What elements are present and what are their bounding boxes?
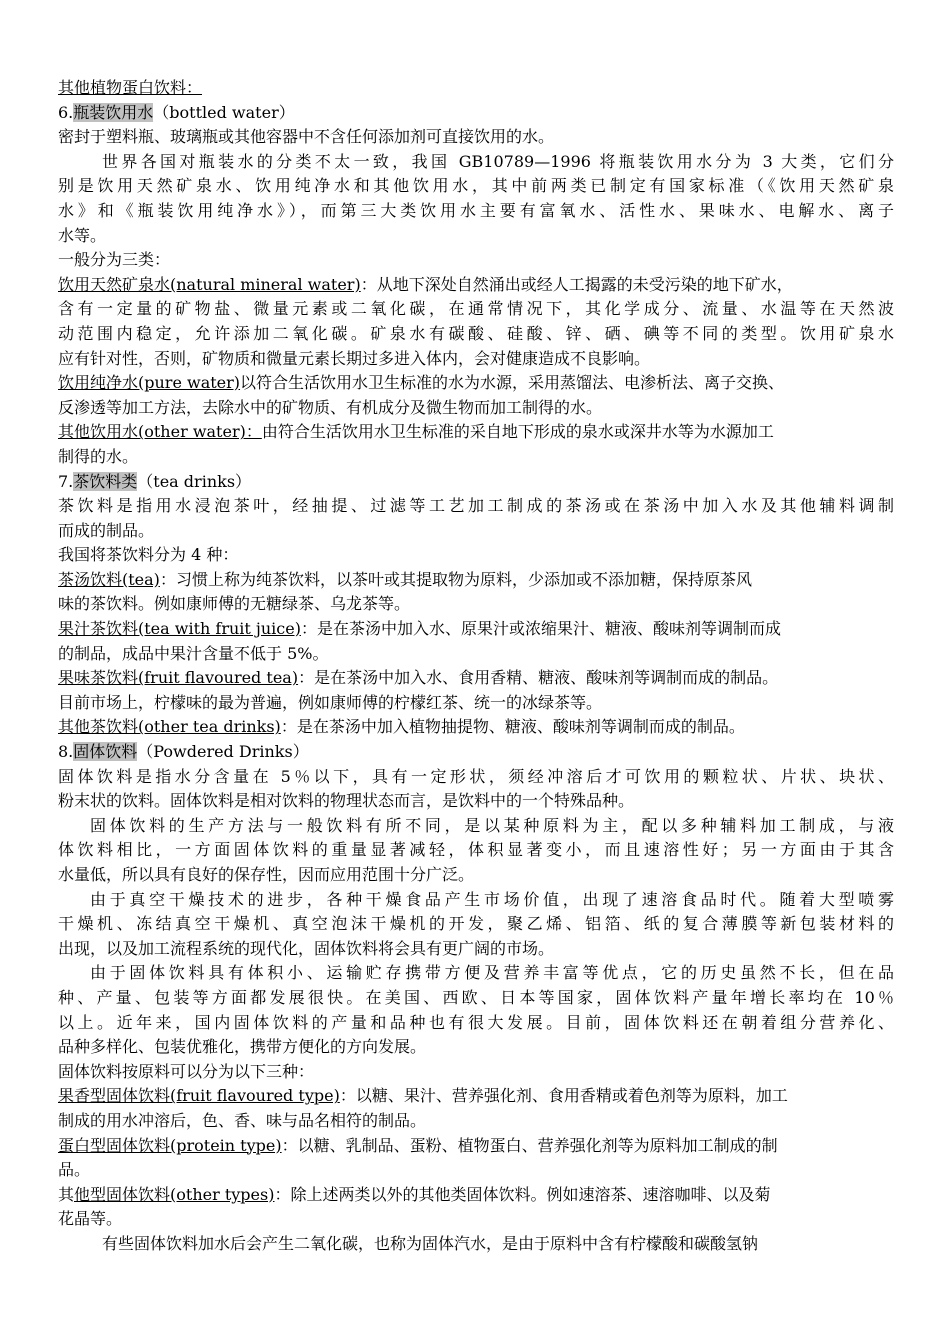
document-page [58, 76, 894, 1257]
text-line: 一般分为三类： [58, 250, 171, 270]
text-line: 反渗透等加工方法，去除水中的矿物质、有机成分及微生物而加工制得的水。 [58, 397, 603, 417]
text-line: 种、产量、包装等方面都发展很快。在美国、西欧、日本等国家，固体饮料产量年增长率均在 10％ [58, 987, 894, 1007]
text-line: 果味茶饮料(fruit flavoured tea)：是在茶汤中加入水、食用香精、糖液、酸味剂等调制而成的制品。 [58, 668, 779, 688]
text-line: 饮用天然矿泉水(natural mineral water)：从地下深处自然涌出或经人工揭露的未受污染的地下矿水， [58, 274, 793, 294]
text-line: 水等。 [58, 225, 107, 245]
term: 果香型固体饮料(fruit flavoured type) [58, 1086, 340, 1106]
text-line: 固体饮料按原料可以分为以下三种： [58, 1061, 315, 1081]
text-line: 以上。近年来，国内固体饮料的产量和品种也有很大发展。目前，固体饮料还在朝着组分营养化、 [58, 1012, 894, 1032]
text-line: 的制品，成品中果汁含量不低于 5%。 [58, 643, 329, 663]
text-line: 出现，以及加工流程系统的现代化，固体饮料将会具有更广阔的市场。 [58, 938, 555, 958]
highlighted-term: 瓶装饮用水 [73, 102, 154, 122]
section-heading-bottled-water: 6.瓶装饮用水（bottled water） [58, 102, 295, 122]
text-line: 其他茶饮料(other tea drinks)：是在茶汤中加入植物抽提物、糖液、酸味剂等调制而成的制品。 [58, 717, 745, 737]
text-line: 果香型固体饮料(fruit flavoured type)：以糖、果汁、营养强化剂、食用香精或着色剂等为原料，加工 [58, 1086, 788, 1106]
text-line: 饮用纯净水(pure water)以符合生活饮用水卫生标准的水为水源，采用蒸馏法、电渗析法、离子交换、 [58, 373, 785, 393]
term: 其他饮用水(other water)： [58, 422, 262, 442]
section-heading-powdered-drinks: 8.固体饮料（Powdered Drinks） [58, 742, 309, 762]
term: 饮用天然矿泉水(natural mineral water) [58, 274, 361, 294]
text-line: 蛋白型固体饮料(protein type)：以糖、乳制品、蛋粉、植物蛋白、营养强化剂等为原料加工制成的制 [58, 1135, 778, 1155]
term: 他型固体饮料(other types) [74, 1184, 275, 1204]
text-line: 其他饮用水(other water)：由符合生活饮用水卫生标准的采自地下形成的泉水或深井水等为水源加工 [58, 422, 774, 442]
text-line: 果汁茶饮料(tea with fruit juice)：是在茶汤中加入水、原果汁或浓缩果汁、糖液、酸味剂等调制而成 [58, 619, 781, 639]
term: 蛋白型固体饮料(protein type) [58, 1135, 282, 1155]
text-line: 花晶等。 [58, 1209, 123, 1229]
term: 果味茶饮料(fruit flavoured tea) [58, 668, 299, 688]
text-line: 目前市场上，柠檬味的最为普遍，例如康师傅的柠檬红茶、统一的冰绿茶等。 [58, 692, 603, 712]
text-line: 别是饮用天然矿泉水、饮用纯净水和其他饮用水，其中前两类已制定有国家标准（《饮用天然矿泉 [58, 176, 894, 196]
text-line: 体饮料相比，一方面固体饮料的重量显著减轻，体积显著变小，而且速溶性好；另一方面由于其含 [58, 840, 894, 860]
text-line: 而成的制品。 [58, 520, 155, 540]
text-line: 动范围内稳定，允许添加二氧化碳。矿泉水有碳酸、硅酸、锌、硒、碘等不同的类型。饮用矿泉水 [58, 323, 894, 343]
section-heading-tea-drinks: 7.茶饮料类（tea drinks） [58, 471, 252, 491]
text-line: 由于固体饮料具有体积小、运输贮存携带方便及营养丰富等优点，它的历史虽然不长，但在品 [90, 963, 894, 983]
section-heading: 其他植物蛋白饮料： [58, 78, 203, 97]
text-line: 制得的水。 [58, 446, 139, 466]
text-line: 世界各国对瓶装水的分类不太一致，我国 GB10789—1996 将瓶装饮用水分为 3 大类，它们分 [102, 151, 894, 171]
text-line: 我国将茶饮料分为 4 种： [58, 545, 239, 565]
text-line: 其他型固体饮料(other types)：除上述两类以外的其他类固体饮料。例如速溶茶、速溶咖啡、以及菊 [58, 1184, 771, 1204]
text-line: 由于真空干燥技术的进步，各种干燥食品产生市场价值，出现了速溶食品时代。随着大型喷雾 [90, 889, 894, 909]
text-line: 制成的用水冲溶后，色、香、味与品名相符的制品。 [58, 1110, 427, 1130]
term: 茶汤饮料(tea) [58, 569, 160, 589]
text-line: 干燥机、冻结真空干燥机、真空泡沫干燥机的开发，聚乙烯、铝箔、纸的复合薄膜等新包装材料的 [58, 914, 894, 934]
highlighted-term: 茶饮料类 [73, 471, 138, 491]
text-line [58, 76, 894, 101]
text-line: 有些固体饮料加水后会产生二氧化碳，也称为固体汽水，是由于原料中含有柠檬酸和碳酸氢钠 [102, 1233, 759, 1253]
text-line: 固体饮料是指水分含量在 5％以下，具有一定形状，须经冲溶后才可饮用的颗粒状、片状、块状、 [58, 766, 894, 786]
text-line: 粉末状的饮料。固体饮料是相对饮料的物理状态而言，是饮料中的一个特殊品种。 [58, 791, 635, 811]
text-line: 应有针对性，否则，矿物质和微量元素长期过多进入体内，会对健康造成不良影响。 [58, 348, 651, 368]
text-line: 含有一定量的矿物盐、微量元素或二氧化碳，在通常情况下，其化学成分、流量、水温等在天然波 [58, 299, 894, 319]
text-line: 水量低，所以具有良好的保存性，因而应用范围十分广泛。 [58, 865, 475, 884]
text-line: 品。 [58, 1160, 91, 1180]
term: 果汁茶饮料(tea with fruit juice) [58, 619, 301, 639]
text-line: 固体饮料的生产方法与一般饮料有所不同，是以某种原料为主，配以多种辅料加工制成，与液 [90, 815, 894, 835]
text-line: 茶汤饮料(tea)：习惯上称为纯茶饮料，以茶叶或其提取物为原料，少添加或不添加糖，保持原茶风 [58, 569, 752, 589]
text-line: 味的茶饮料。例如康师傅的无糖绿茶、乌龙茶等。 [58, 594, 411, 614]
highlighted-term: 固体饮料 [73, 742, 138, 762]
text-line: 茶饮料是指用水浸泡茶叶，经抽提、过滤等工艺加工制成的茶汤或在茶汤中加入水及其他辅料调制 [58, 496, 894, 516]
term: 饮用纯净水(pure water) [58, 373, 241, 393]
text-line: 品种多样化、包装优雅化，携带方便化的方向发展。 [58, 1037, 427, 1057]
text-line: 水》和《瓶装饮用纯净水》），而第三大类饮用水主要有富氧水、活性水、果味水、电解水、离子 [58, 200, 894, 220]
text-line: 密封于塑料瓶、玻璃瓶或其他容器中不含任何添加剂可直接饮用的水。 [58, 127, 555, 147]
term: 其他茶饮料(other tea drinks) [58, 717, 281, 737]
